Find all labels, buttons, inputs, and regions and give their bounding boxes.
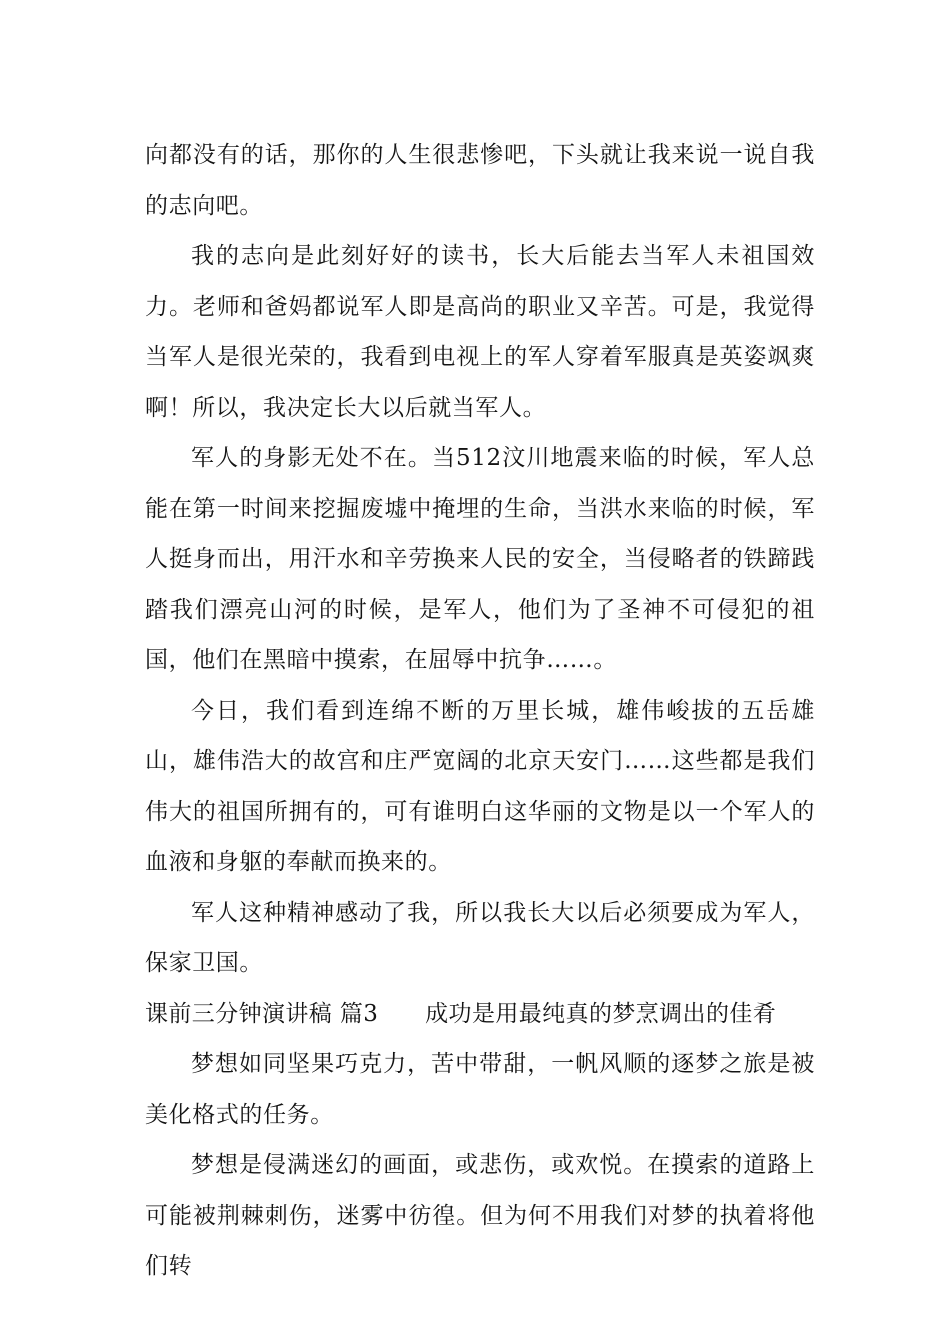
- paragraph-5: 军人这种精神感动了我，所以我长大以后必须要成为军人，保家卫国。: [145, 899, 815, 976]
- paragraph-4: 今日，我们看到连绵不断的万里长城，雄伟峻拔的五岳雄山，雄伟浩大的故宫和庄严宽阔的北京天安门……这些都是我们伟大的祖国所拥有的，可有谁明白这华丽的文物是以一个军人的血液和身躯的奉献而换来的。: [145, 697, 815, 875]
- section-heading: 课前三分钟演讲稿 篇3 成功是用最纯真的梦烹调出的佳肴: [145, 1000, 777, 1027]
- paragraph-6: 梦想如同坚果巧克力，苦中带甜，一帆风顺的逐梦之旅是被美化格式的任务。: [145, 1051, 815, 1128]
- paragraph-1: 向都没有的话，那你的人生很悲惨吧，下头就让我来说一说自我的志向吧。: [145, 142, 815, 219]
- document-body: [145, 130, 815, 1292]
- paragraph-3: 军人的身影无处不在。当512汶川地震来临的时候，军人总能在第一时间来挖掘废墟中掩埋的生命，当洪水来临的时候，军人挺身而出，用汗水和辛劳换来人民的安全，当侵略者的铁蹄践踏我们漂亮山河的时候，是军人，他们为了圣神不可侵犯的祖国，他们在黑暗中摸索，在屈辱中抗争……。: [145, 445, 815, 673]
- paragraph-2: 我的志向是此刻好好的读书，长大后能去当军人未祖国效力。老师和爸妈都说军人即是高尚的职业又辛苦。可是，我觉得当军人是很光荣的，我看到电视上的军人穿着军服真是英姿飒爽啊！所以，我决定长大以后就当军人。: [145, 243, 815, 421]
- paragraph-7: 梦想是侵满迷幻的画面，或悲伤，或欢悦。在摸索的道路上可能被荆棘刺伤，迷雾中彷徨。但为何不用我们对梦的执着将他们转: [145, 1152, 815, 1279]
